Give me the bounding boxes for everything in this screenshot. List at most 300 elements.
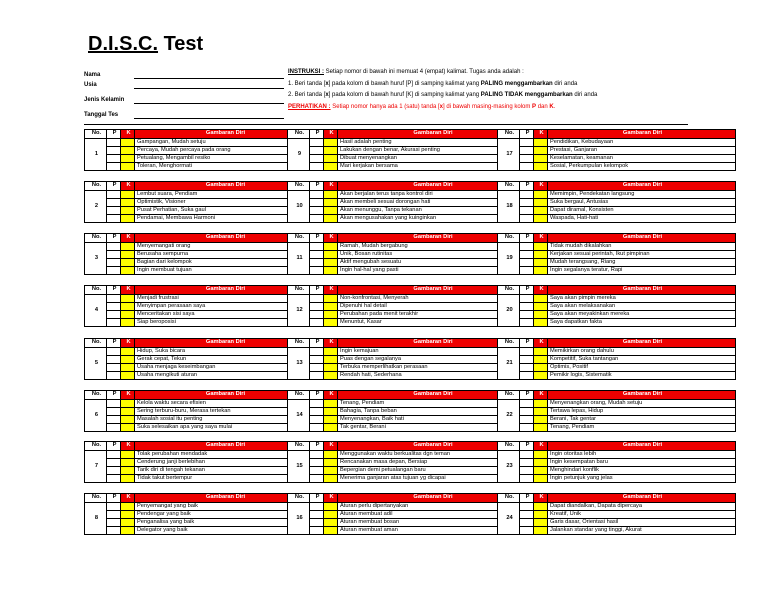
header-p: P: [520, 442, 534, 451]
checkbox-k[interactable]: [534, 311, 548, 319]
header-no: No.: [85, 182, 107, 191]
checkbox-k[interactable]: [324, 424, 338, 432]
checkbox-k[interactable]: [324, 527, 338, 535]
checkbox-p[interactable]: [107, 319, 121, 327]
checkbox-p[interactable]: [310, 372, 324, 380]
table-row: [288, 503, 527, 511]
question-table: [84, 493, 315, 535]
statement-text: Cenderung janji berlebihan: [135, 459, 315, 467]
checkbox-p[interactable]: [310, 155, 324, 163]
checkbox-p[interactable]: [310, 400, 324, 408]
checkbox-p[interactable]: [520, 503, 534, 511]
table-row: [85, 400, 315, 408]
table-row: [498, 251, 736, 259]
checkbox-p[interactable]: [310, 424, 324, 432]
checkbox-p[interactable]: [107, 364, 121, 372]
checkbox-p[interactable]: [520, 163, 534, 171]
checkbox-p[interactable]: [107, 207, 121, 215]
checkbox-k[interactable]: [534, 243, 548, 251]
checkbox-k[interactable]: [534, 527, 548, 535]
header-no: No.: [288, 286, 310, 295]
header-k: K: [324, 494, 338, 503]
checkbox-p[interactable]: [310, 319, 324, 327]
checkbox-p[interactable]: [310, 503, 324, 511]
checkbox-p[interactable]: [107, 424, 121, 432]
statement-text: Tarik diri di tengah tekanan: [135, 467, 315, 475]
table-row: [85, 356, 315, 364]
field-nama-input[interactable]: [134, 78, 284, 79]
checkbox-k[interactable]: [121, 348, 135, 356]
checkbox-k[interactable]: [121, 400, 135, 408]
question-number: 4: [85, 295, 107, 327]
checkbox-k[interactable]: [121, 215, 135, 223]
checkbox-p[interactable]: [107, 511, 121, 519]
checkbox-p[interactable]: [107, 199, 121, 207]
header-desc: Gambaran Diri: [548, 391, 736, 400]
header-desc: Gambaran Diri: [338, 182, 527, 191]
checkbox-p[interactable]: [520, 259, 534, 267]
question-table: [84, 338, 315, 380]
question-table: [497, 233, 736, 275]
checkbox-k[interactable]: [121, 319, 135, 327]
table-row: [85, 139, 315, 147]
checkbox-p[interactable]: [310, 191, 324, 199]
checkbox-k[interactable]: [534, 163, 548, 171]
statement-text: Aturan membuat bosan: [338, 519, 527, 527]
question-number: 16: [288, 503, 310, 535]
checkbox-p[interactable]: [520, 348, 534, 356]
checkbox-k[interactable]: [121, 251, 135, 259]
checkbox-k[interactable]: [324, 451, 338, 459]
question-number: 8: [85, 503, 107, 535]
checkbox-k[interactable]: [324, 364, 338, 372]
checkbox-p[interactable]: [107, 215, 121, 223]
checkbox-k[interactable]: [534, 267, 548, 275]
checkbox-k[interactable]: [324, 475, 338, 483]
checkbox-k[interactable]: [121, 527, 135, 535]
checkbox-p[interactable]: [520, 356, 534, 364]
question-block: [84, 129, 315, 171]
checkbox-p[interactable]: [107, 356, 121, 364]
checkbox-k[interactable]: [121, 303, 135, 311]
header-k: K: [121, 286, 135, 295]
checkbox-p[interactable]: [310, 243, 324, 251]
checkbox-k[interactable]: [324, 311, 338, 319]
field-usia-input[interactable]: [134, 88, 284, 89]
checkbox-p[interactable]: [520, 207, 534, 215]
header-desc: Gambaran Diri: [548, 339, 736, 348]
checkbox-p[interactable]: [310, 207, 324, 215]
header-k: K: [324, 286, 338, 295]
question-block: [287, 338, 527, 380]
checkbox-k[interactable]: [121, 519, 135, 527]
checkbox-p[interactable]: [520, 424, 534, 432]
statement-text: Saya akan pimpin mereka: [548, 295, 736, 303]
checkbox-k[interactable]: [324, 372, 338, 380]
checkbox-p[interactable]: [107, 251, 121, 259]
question-table: [287, 233, 527, 275]
checkbox-p[interactable]: [310, 251, 324, 259]
checkbox-k[interactable]: [534, 139, 548, 147]
statement-text: Optimis, Positif: [548, 364, 736, 372]
field-label-nama: Nama: [84, 72, 101, 78]
statement-text: Tertawa lepas, Hidup: [548, 408, 736, 416]
table-row: [498, 416, 736, 424]
table-row: [85, 199, 315, 207]
checkbox-k[interactable]: [324, 199, 338, 207]
statement-text: Masalah sosial itu penting: [135, 416, 315, 424]
statement-text: Mari kerjakan bersama: [338, 163, 527, 171]
checkbox-p[interactable]: [520, 251, 534, 259]
checkbox-k[interactable]: [324, 511, 338, 519]
checkbox-p[interactable]: [310, 348, 324, 356]
checkbox-k[interactable]: [324, 267, 338, 275]
header-k: K: [534, 130, 548, 139]
checkbox-k[interactable]: [324, 416, 338, 424]
checkbox-p[interactable]: [310, 416, 324, 424]
checkbox-p[interactable]: [107, 311, 121, 319]
statement-text: Bepergian demi petualangan baru: [338, 467, 527, 475]
checkbox-k[interactable]: [534, 475, 548, 483]
checkbox-k[interactable]: [534, 215, 548, 223]
checkbox-k[interactable]: [324, 251, 338, 259]
checkbox-p[interactable]: [107, 243, 121, 251]
checkbox-p[interactable]: [520, 215, 534, 223]
question-number: 3: [85, 243, 107, 275]
checkbox-p[interactable]: [310, 215, 324, 223]
checkbox-k[interactable]: [534, 147, 548, 155]
checkbox-p[interactable]: [520, 191, 534, 199]
checkbox-p[interactable]: [520, 295, 534, 303]
checkbox-p[interactable]: [310, 459, 324, 467]
checkbox-p[interactable]: [520, 155, 534, 163]
checkbox-p[interactable]: [107, 400, 121, 408]
checkbox-p[interactable]: [310, 139, 324, 147]
checkbox-k[interactable]: [121, 199, 135, 207]
checkbox-k[interactable]: [121, 408, 135, 416]
checkbox-k[interactable]: [534, 348, 548, 356]
checkbox-p[interactable]: [107, 475, 121, 483]
checkbox-p[interactable]: [107, 372, 121, 380]
checkbox-p[interactable]: [107, 191, 121, 199]
statement-text: Jalankan standar yang tinggi, Akurat: [548, 527, 736, 535]
checkbox-p[interactable]: [310, 311, 324, 319]
checkbox-k[interactable]: [534, 303, 548, 311]
checkbox-p[interactable]: [107, 503, 121, 511]
question-number: 12: [288, 295, 310, 327]
header-desc: Gambaran Diri: [548, 234, 736, 243]
checkbox-p[interactable]: [520, 139, 534, 147]
checkbox-k[interactable]: [121, 139, 135, 147]
header-k: K: [534, 442, 548, 451]
checkbox-k[interactable]: [121, 467, 135, 475]
checkbox-p[interactable]: [107, 147, 121, 155]
checkbox-k[interactable]: [121, 163, 135, 171]
statement-text: Menggunakan waktu berkualitas dgn teman: [338, 451, 527, 459]
checkbox-k[interactable]: [121, 207, 135, 215]
checkbox-k[interactable]: [534, 416, 548, 424]
question-number: 20: [498, 295, 520, 327]
table-row: [288, 527, 527, 535]
checkbox-k[interactable]: [534, 503, 548, 511]
checkbox-p[interactable]: [107, 408, 121, 416]
checkbox-p[interactable]: [310, 527, 324, 535]
table-row: [288, 191, 527, 199]
page-title: [88, 33, 203, 56]
statement-text: Dapat diramal, Konsisten: [548, 207, 736, 215]
header-p: P: [107, 391, 121, 400]
checkbox-k[interactable]: [534, 319, 548, 327]
table-row: [498, 191, 736, 199]
checkbox-k[interactable]: [121, 295, 135, 303]
checkbox-p[interactable]: [310, 356, 324, 364]
table-row: [288, 467, 527, 475]
checkbox-k[interactable]: [534, 295, 548, 303]
checkbox-p[interactable]: [520, 364, 534, 372]
checkbox-p[interactable]: [310, 303, 324, 311]
statement-text: Menyenangkan orang, Mudah setuju: [548, 400, 736, 408]
checkbox-p[interactable]: [107, 527, 121, 535]
checkbox-k[interactable]: [324, 408, 338, 416]
table-row: [498, 348, 736, 356]
checkbox-k[interactable]: [324, 459, 338, 467]
question-block: [84, 233, 315, 275]
header-desc: Gambaran Diri: [135, 286, 315, 295]
checkbox-k[interactable]: [324, 519, 338, 527]
statement-text: Penganalisa yang baik: [135, 519, 315, 527]
statement-text: Menyemangati orang: [135, 243, 315, 251]
question-number: 9: [288, 139, 310, 171]
checkbox-p[interactable]: [520, 303, 534, 311]
table-row: [498, 199, 736, 207]
checkbox-p[interactable]: [520, 511, 534, 519]
header-k: K: [121, 494, 135, 503]
checkbox-k[interactable]: [121, 424, 135, 432]
checkbox-k[interactable]: [121, 475, 135, 483]
table-row: [498, 163, 736, 171]
table-row: [288, 356, 527, 364]
checkbox-p[interactable]: [107, 139, 121, 147]
checkbox-k[interactable]: [324, 319, 338, 327]
checkbox-p[interactable]: [310, 147, 324, 155]
checkbox-p[interactable]: [107, 295, 121, 303]
checkbox-k[interactable]: [534, 155, 548, 163]
checkbox-k[interactable]: [534, 207, 548, 215]
checkbox-p[interactable]: [520, 311, 534, 319]
statement-text: Ramah, Mudah bergabung: [338, 243, 527, 251]
checkbox-p[interactable]: [520, 319, 534, 327]
checkbox-k[interactable]: [121, 503, 135, 511]
question-block: [287, 233, 527, 275]
checkbox-p[interactable]: [520, 372, 534, 380]
checkbox-p[interactable]: [310, 467, 324, 475]
instructions-line2: 2. Beri tanda [x] pada kolom di bawah huruf [K] di samping kalimat yang PALING TIDAK menggambarkan diri anda: [288, 92, 598, 98]
statement-text: Pendengar yang baik: [135, 511, 315, 519]
header-desc: Gambaran Diri: [135, 339, 315, 348]
question-block: [497, 285, 736, 327]
header-p: P: [520, 391, 534, 400]
checkbox-p[interactable]: [107, 155, 121, 163]
checkbox-k[interactable]: [534, 424, 548, 432]
checkbox-p[interactable]: [310, 267, 324, 275]
checkbox-k[interactable]: [324, 163, 338, 171]
checkbox-p[interactable]: [310, 408, 324, 416]
checkbox-k[interactable]: [534, 451, 548, 459]
table-row: [288, 451, 527, 459]
checkbox-k[interactable]: [324, 303, 338, 311]
checkbox-p[interactable]: [310, 451, 324, 459]
header-desc: Gambaran Diri: [338, 494, 527, 503]
question-table: [84, 285, 315, 327]
table-row: [85, 372, 315, 380]
header-no: No.: [498, 182, 520, 191]
table-row: [85, 519, 315, 527]
checkbox-p[interactable]: [520, 519, 534, 527]
checkbox-p[interactable]: [310, 295, 324, 303]
checkbox-p[interactable]: [107, 267, 121, 275]
checkbox-p[interactable]: [107, 451, 121, 459]
checkbox-k[interactable]: [121, 364, 135, 372]
checkbox-p[interactable]: [520, 475, 534, 483]
table-row: [288, 311, 527, 319]
checkbox-p[interactable]: [107, 459, 121, 467]
checkbox-k[interactable]: [121, 267, 135, 275]
table-row: [288, 267, 527, 275]
checkbox-p[interactable]: [107, 416, 121, 424]
checkbox-k[interactable]: [121, 416, 135, 424]
header-no: No.: [498, 391, 520, 400]
checkbox-p[interactable]: [310, 475, 324, 483]
checkbox-p[interactable]: [520, 467, 534, 475]
checkbox-k[interactable]: [534, 408, 548, 416]
checkbox-k[interactable]: [534, 459, 548, 467]
checkbox-k[interactable]: [121, 356, 135, 364]
instructions-intro: INSTRUKSI : Setiap nomor di bawah ini memuat 4 (empat) kalimat. Tugas anda adalah :: [288, 69, 524, 75]
checkbox-k[interactable]: [324, 503, 338, 511]
checkbox-k[interactable]: [534, 364, 548, 372]
checkbox-k[interactable]: [534, 191, 548, 199]
checkbox-k[interactable]: [534, 199, 548, 207]
field-jenis-kelamin-input[interactable]: [134, 103, 284, 104]
header-desc: Gambaran Diri: [338, 391, 527, 400]
checkbox-p[interactable]: [310, 364, 324, 372]
checkbox-p[interactable]: [310, 259, 324, 267]
question-number: 2: [85, 191, 107, 223]
checkbox-p[interactable]: [520, 416, 534, 424]
question-number: 15: [288, 451, 310, 483]
question-block: [287, 129, 527, 171]
header-p: P: [310, 234, 324, 243]
header-k: K: [324, 442, 338, 451]
checkbox-k[interactable]: [121, 191, 135, 199]
checkbox-k[interactable]: [534, 467, 548, 475]
checkbox-p[interactable]: [310, 511, 324, 519]
checkbox-k[interactable]: [121, 243, 135, 251]
checkbox-k[interactable]: [324, 147, 338, 155]
header-no: No.: [288, 339, 310, 348]
statement-text: Unik, Bosan rutinitas: [338, 251, 527, 259]
checkbox-k[interactable]: [534, 372, 548, 380]
checkbox-k[interactable]: [324, 400, 338, 408]
checkbox-k[interactable]: [324, 259, 338, 267]
header-p: P: [310, 391, 324, 400]
checkbox-p[interactable]: [310, 519, 324, 527]
checkbox-k[interactable]: [121, 311, 135, 319]
checkbox-p[interactable]: [520, 267, 534, 275]
checkbox-p[interactable]: [107, 467, 121, 475]
checkbox-k[interactable]: [324, 467, 338, 475]
checkbox-k[interactable]: [324, 356, 338, 364]
statement-text: Non-konfrontasi, Menyerah: [338, 295, 527, 303]
checkbox-p[interactable]: [520, 527, 534, 535]
checkbox-k[interactable]: [121, 147, 135, 155]
header-k: K: [534, 182, 548, 191]
checkbox-p[interactable]: [520, 147, 534, 155]
checkbox-p[interactable]: [520, 451, 534, 459]
field-tanggal-tes-input[interactable]: [134, 118, 284, 119]
statement-text: Pendidikan, Kebudayaan: [548, 139, 736, 147]
checkbox-p[interactable]: [107, 163, 121, 171]
checkbox-k[interactable]: [121, 511, 135, 519]
header-no: No.: [498, 234, 520, 243]
header-k: K: [324, 391, 338, 400]
checkbox-k[interactable]: [324, 243, 338, 251]
question-block: [84, 390, 315, 432]
statement-text: Saya akan melaksanakan: [548, 303, 736, 311]
checkbox-k[interactable]: [121, 155, 135, 163]
checkbox-p[interactable]: [520, 400, 534, 408]
question-table: [497, 181, 736, 223]
checkbox-p[interactable]: [520, 408, 534, 416]
table-row: [498, 155, 736, 163]
checkbox-k[interactable]: [534, 519, 548, 527]
checkbox-k[interactable]: [121, 451, 135, 459]
checkbox-p[interactable]: [310, 163, 324, 171]
header-desc: Gambaran Diri: [338, 130, 527, 139]
checkbox-k[interactable]: [324, 207, 338, 215]
checkbox-p[interactable]: [107, 303, 121, 311]
checkbox-k[interactable]: [324, 191, 338, 199]
question-table: [287, 441, 527, 483]
checkbox-k[interactable]: [324, 348, 338, 356]
checkbox-k[interactable]: [324, 139, 338, 147]
checkbox-k[interactable]: [121, 372, 135, 380]
checkbox-k[interactable]: [121, 259, 135, 267]
checkbox-k[interactable]: [324, 155, 338, 163]
checkbox-p[interactable]: [310, 199, 324, 207]
checkbox-k[interactable]: [534, 259, 548, 267]
question-table: [287, 390, 527, 432]
checkbox-p[interactable]: [520, 459, 534, 467]
checkbox-k[interactable]: [324, 215, 338, 223]
checkbox-k[interactable]: [534, 400, 548, 408]
checkbox-p[interactable]: [107, 348, 121, 356]
checkbox-k[interactable]: [534, 356, 548, 364]
checkbox-p[interactable]: [107, 259, 121, 267]
checkbox-k[interactable]: [121, 459, 135, 467]
checkbox-k[interactable]: [534, 251, 548, 259]
statement-text: Dapat diandalkan, Dapata dipercaya: [548, 503, 736, 511]
checkbox-k[interactable]: [324, 295, 338, 303]
table-row: [498, 356, 736, 364]
checkbox-k[interactable]: [534, 511, 548, 519]
statement-text: Aturan membuat adil: [338, 511, 527, 519]
checkbox-p[interactable]: [520, 199, 534, 207]
table-row: [85, 303, 315, 311]
checkbox-p[interactable]: [107, 519, 121, 527]
question-table: [497, 338, 736, 380]
checkbox-p[interactable]: [520, 243, 534, 251]
